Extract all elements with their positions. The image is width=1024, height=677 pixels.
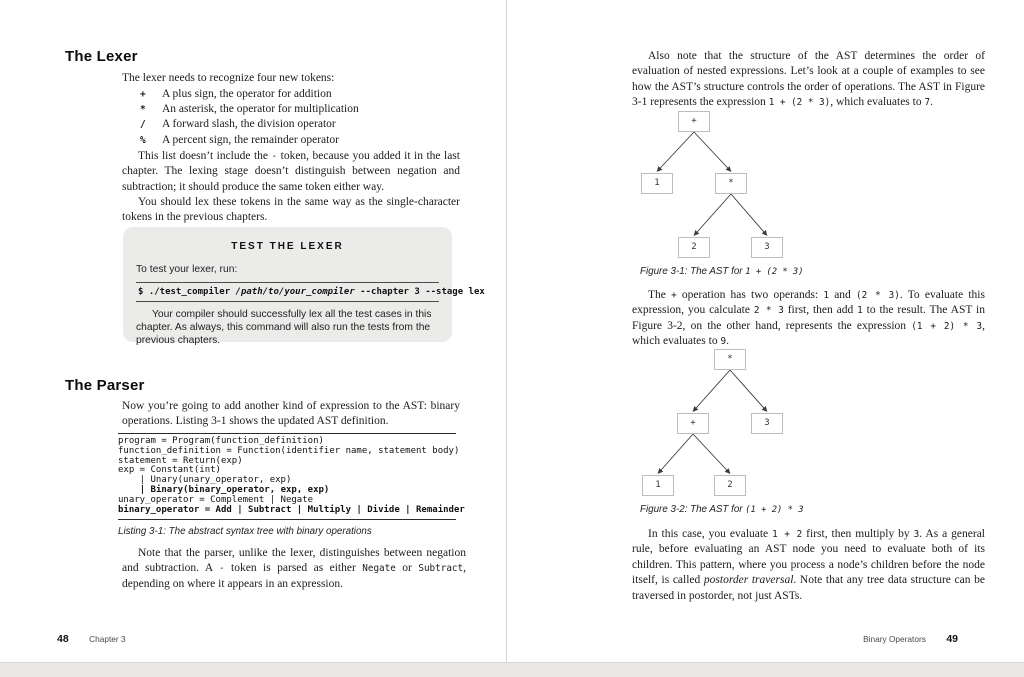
paragraph-lexer-intro: The lexer needs to recognize four new tokens: bbox=[122, 72, 335, 84]
text-run: 7 bbox=[924, 97, 931, 109]
text-run: Figure 3-1: The AST for bbox=[640, 266, 746, 277]
text-run: 1 + (2 * 3) bbox=[745, 267, 804, 277]
text-run: program = Program(function_definition) bbox=[118, 436, 324, 446]
note-box-body: Your compiler should successfully lex all the test cases in this chapter. As always, this command will also run the tests from the previous chapters. bbox=[136, 309, 432, 346]
figure-caption bbox=[640, 504, 980, 515]
paragraph-postorder bbox=[632, 527, 985, 604]
text-run: $ ./test_compiler bbox=[138, 287, 236, 297]
token-symbol: + bbox=[140, 89, 146, 100]
text-run: 1 + (2 * 3) bbox=[768, 97, 831, 109]
ast-definition-code bbox=[118, 436, 465, 515]
text-run: Negate bbox=[362, 563, 396, 575]
page-right bbox=[512, 0, 1024, 662]
text-run: . Note that any tree data structure can be traversed in postorder, not just ASTs. bbox=[632, 574, 986, 602]
text-run: | Unary(unary_operator, exp) bbox=[118, 475, 292, 486]
text-run: token, because you added it in the last chapter. The lexing stage doesn’t distinguish between negation and subtraction; it should produce the same token either way. bbox=[122, 150, 460, 193]
text-run: to the result. The AST in Figure 3-2, on the other hand, represents the expression bbox=[632, 304, 985, 332]
token-description: A percent sign, the remainder operator bbox=[162, 133, 339, 146]
text-run: /path/to/your_compiler bbox=[235, 287, 355, 297]
note-box-title: TEST THE LEXER bbox=[231, 241, 344, 252]
text-run: postorder traversal bbox=[703, 574, 794, 587]
paragraph-parser-intro: Now you’re going to add another kind of expression to the AST: binary operations. Listing 3-1 shows the updated AST definition. bbox=[122, 400, 460, 428]
text-run: , which evaluates to bbox=[830, 96, 925, 109]
text-run: 3 bbox=[913, 529, 920, 540]
test-the-lexer-box bbox=[123, 227, 485, 346]
chapter-label: Chapter 3 bbox=[89, 634, 126, 644]
ast-node-1: 1 bbox=[641, 173, 673, 194]
ast-node-add: + bbox=[677, 413, 709, 434]
tree-edge bbox=[693, 434, 730, 474]
figure-caption bbox=[640, 266, 980, 277]
ast-node-3: 3 bbox=[751, 413, 783, 434]
page-number: 49 bbox=[946, 633, 958, 645]
tree-edge bbox=[694, 132, 731, 172]
token-symbol: / bbox=[140, 119, 146, 131]
token-symbol: * bbox=[140, 104, 146, 116]
ast-node-3: 3 bbox=[751, 237, 783, 258]
text-run: binary_operator = Add | Subtract | Multiply | Divide | Remainder bbox=[118, 504, 465, 515]
token-symbol: % bbox=[140, 134, 146, 146]
ast-node-1: 1 bbox=[642, 475, 674, 496]
token-list-item bbox=[140, 118, 359, 133]
text-run: --chapter 3 --stage lex bbox=[354, 287, 485, 297]
left-page-footer bbox=[57, 629, 126, 647]
text-run: 2 * 3 bbox=[753, 305, 784, 317]
text-run: and bbox=[829, 289, 856, 301]
viewer-background-strip bbox=[0, 662, 1024, 677]
text-run: . To evaluate this expression, you calculate bbox=[632, 289, 985, 317]
token-description: A plus sign, the operator for addition bbox=[162, 88, 332, 100]
ast-node-mul: * bbox=[714, 349, 746, 370]
tree-edge bbox=[657, 132, 694, 172]
note-box-intro: To test your lexer, run: bbox=[136, 264, 238, 275]
paragraph-lexer-advice: You should lex these tokens in the same way as the single-character tokens in the previous chapters. bbox=[122, 196, 460, 224]
right-page-footer bbox=[863, 629, 958, 647]
text-run: function_definition = Function(identifier name, statement body) bbox=[118, 445, 460, 456]
text-run: first, then add bbox=[783, 304, 858, 317]
text-run: Also note that the structure of the AST determines the order of evaluation of nested expressions. Let’s look at a couple of examples to see how the AST’s structure controls the order of operations. The AST in Figure 3-1 represents the expression bbox=[632, 50, 985, 109]
token-list-item bbox=[140, 103, 359, 118]
token-list-item bbox=[140, 134, 359, 149]
text-run: token is parsed as either bbox=[224, 562, 363, 575]
text-run: + bbox=[671, 290, 677, 301]
token-list-item bbox=[140, 88, 359, 103]
text-run: - bbox=[218, 563, 225, 575]
token-description: A forward slash, the division operator bbox=[162, 118, 336, 131]
token-description: An asterisk, the operator for multiplication bbox=[162, 103, 359, 116]
text-run: 9 bbox=[720, 336, 727, 348]
figure-3-2-ast-tree bbox=[640, 349, 1000, 521]
test-command bbox=[136, 282, 485, 302]
text-run: Note that the parser, unlike the lexer, distinguishes between negation and subtraction. A bbox=[122, 547, 466, 575]
figure-3-1-ast-tree bbox=[640, 111, 1000, 283]
text-run: | Binary(binary_operator, exp, exp) bbox=[139, 484, 330, 495]
paragraph-lexer-note bbox=[122, 149, 460, 195]
paragraph-parser-note bbox=[122, 546, 466, 592]
tree-edge bbox=[730, 370, 767, 412]
text-run: statement = Return(exp) bbox=[118, 455, 243, 466]
text-run: (1 + 2) * 3 bbox=[745, 505, 804, 515]
tree-edge bbox=[693, 370, 730, 412]
page-number: 48 bbox=[57, 633, 69, 645]
page-left bbox=[0, 0, 506, 662]
text-run: first, then multiply by bbox=[802, 528, 914, 540]
text-run: . bbox=[930, 96, 933, 109]
text-run: (2 * 3) bbox=[856, 290, 900, 301]
section-label: Binary Operators bbox=[863, 634, 926, 644]
text-run: This list doesn’t include the bbox=[138, 150, 272, 162]
text-run: , depending on where it appears in an expression. bbox=[122, 562, 466, 590]
text-run: Figure 3-2: The AST for bbox=[640, 504, 746, 515]
text-run: - bbox=[271, 151, 278, 162]
text-run: 1 bbox=[857, 305, 863, 317]
tree-edge bbox=[658, 434, 693, 474]
text-run bbox=[118, 485, 140, 495]
paragraph-ast-order bbox=[632, 49, 985, 111]
text-run: . As a general rule, before evaluating an AST node you need to evaluate both of its children. This pattern, where you process a node’s children before the node itself, is called bbox=[632, 528, 985, 587]
listing-3-1 bbox=[118, 433, 465, 520]
tree-edge bbox=[731, 194, 767, 236]
ast-node-2: 2 bbox=[678, 237, 710, 258]
section-heading-lexer: The Lexer bbox=[65, 48, 138, 65]
text-run: . bbox=[726, 335, 729, 348]
tree-edge bbox=[694, 194, 731, 236]
text-run: or bbox=[395, 562, 419, 575]
ast-node-mul: * bbox=[715, 173, 747, 194]
text-run: exp = Constant(int) bbox=[118, 465, 221, 476]
ast-node-add: + bbox=[678, 111, 710, 132]
code-line bbox=[118, 504, 465, 516]
text-run: unary_operator = Complement | Negate bbox=[118, 494, 314, 505]
text-run: , which evaluates to bbox=[632, 319, 985, 348]
text-run: operation has two operands: bbox=[676, 289, 824, 301]
listing-3-1-caption: Listing 3-1: The abstract syntax tree with binary operations bbox=[118, 526, 372, 537]
text-run: In this case, you evaluate bbox=[648, 528, 773, 540]
text-run: Subtract bbox=[418, 563, 464, 575]
paragraph-operands bbox=[632, 288, 985, 350]
text-run: (1 + 2) * 3 bbox=[911, 320, 983, 332]
text-run: 1 + 2 bbox=[772, 529, 803, 540]
section-heading-parser: The Parser bbox=[65, 377, 145, 394]
ast-node-2: 2 bbox=[714, 475, 746, 496]
text-run: 1 bbox=[823, 290, 829, 301]
text-run: The bbox=[648, 289, 672, 301]
token-list bbox=[140, 88, 359, 149]
